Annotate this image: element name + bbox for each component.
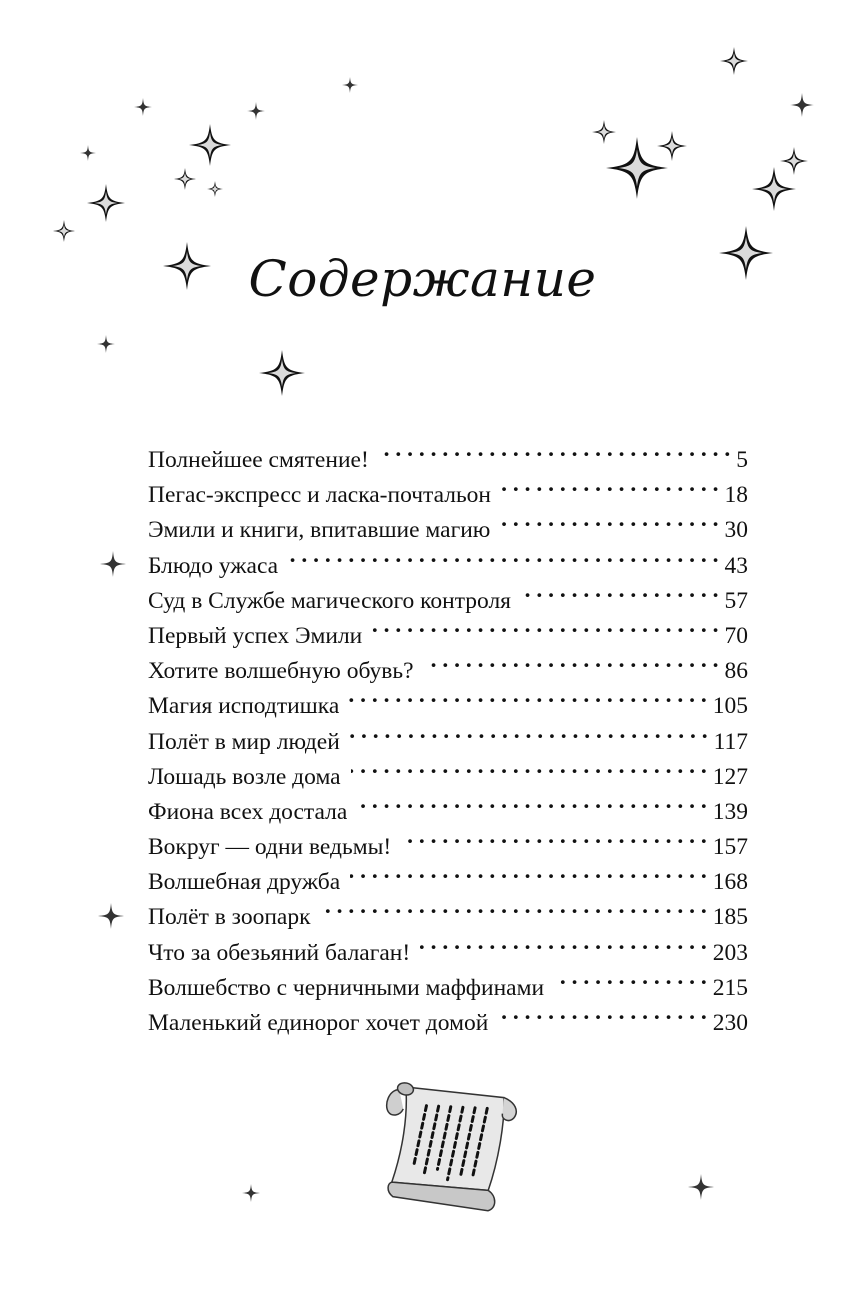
page-number: 215 — [712, 974, 748, 1001]
chapter-title: Что за обезьяний балаган! — [148, 939, 411, 966]
page-number: 117 — [713, 728, 748, 755]
dot-leader — [372, 608, 718, 643]
page-number: 185 — [712, 904, 748, 931]
sparkle-star-icon — [242, 1184, 260, 1202]
sparkle-star-icon — [606, 137, 668, 199]
dot-leader — [498, 995, 706, 1030]
chapter-title: Блюдо ужаса — [148, 552, 279, 579]
sparkle-star-icon — [752, 167, 796, 211]
scroll-icon — [368, 1074, 519, 1218]
page-number: 127 — [712, 763, 748, 790]
chapter-title: Полнейшее смятение! — [148, 447, 369, 473]
sparkle-star-icon — [80, 145, 96, 161]
sparkle-star-icon — [53, 220, 75, 242]
sparkle-star-icon — [174, 168, 196, 190]
dot-leader — [321, 889, 707, 924]
dot-leader — [420, 925, 707, 960]
chapter-title: Маленький единорог хочет домой — [148, 1010, 489, 1036]
chapter-title: Фиона всех достала — [148, 798, 348, 825]
chapter-title: Магия исподтишка — [148, 693, 340, 720]
sparkle-star-icon — [247, 102, 265, 120]
dot-leader — [424, 643, 719, 678]
page-number: 157 — [712, 834, 748, 861]
dot-leader — [501, 467, 718, 502]
chapter-title: Первый успех Эмили — [148, 622, 363, 649]
sparkle-star-icon — [790, 93, 814, 117]
chapter-title: Пегас-экспресс и ласка-почтальон — [148, 482, 492, 509]
sparkle-star-icon — [780, 147, 808, 175]
sparkle-star-icon — [100, 551, 126, 577]
chapter-title: Суд в Службе магического контроля — [148, 587, 511, 614]
toc-row — [148, 432, 748, 473]
dot-leader — [349, 678, 706, 713]
dot-leader — [351, 749, 707, 784]
page-number: 43 — [724, 552, 748, 579]
sparkle-star-icon — [207, 181, 223, 197]
sparkle-star-icon — [134, 98, 152, 116]
chapter-title: Эмили и книги, впитавшие магию — [148, 517, 491, 544]
page-number: 230 — [712, 1010, 748, 1036]
chapter-title: Хотите волшебную обувь? — [148, 658, 414, 685]
dot-leader — [554, 960, 707, 995]
sparkle-star-icon — [259, 350, 305, 396]
page-number: 86 — [724, 658, 748, 685]
chapter-title: Полёт в зоопарк — [148, 904, 311, 931]
dot-leader — [379, 432, 730, 467]
chapter-title: Лошадь возле дома — [148, 763, 341, 790]
sparkle-star-icon — [87, 184, 125, 222]
dot-leader — [288, 538, 718, 573]
page-number: 203 — [712, 939, 748, 966]
dot-leader — [357, 784, 706, 819]
sparkle-star-icon — [189, 124, 231, 166]
sparkle-star-icon — [98, 903, 124, 929]
chapter-title: Волшебство с черничными маффинами — [148, 974, 545, 1001]
dot-leader — [521, 573, 719, 608]
sparkle-star-icon — [97, 335, 115, 353]
sparkle-star-icon — [720, 47, 748, 75]
sparkle-star-icon — [688, 1174, 714, 1200]
dot-leader — [350, 854, 707, 889]
page-number: 57 — [724, 587, 748, 614]
sparkle-star-icon — [592, 120, 616, 144]
dot-leader — [350, 714, 708, 749]
table-of-contents — [148, 432, 748, 1036]
page-number: 70 — [724, 622, 748, 649]
sparkle-star-icon — [657, 131, 687, 161]
dot-leader — [401, 819, 707, 854]
page-number: 30 — [724, 517, 748, 544]
chapter-title: Полёт в мир людей — [148, 728, 340, 755]
page-title: Содержание — [248, 250, 597, 308]
sparkle-star-icon — [342, 77, 358, 93]
dot-leader — [500, 502, 718, 537]
page-number: 168 — [712, 869, 748, 896]
chapter-title: Волшебная дружба — [148, 869, 341, 896]
page-number: 5 — [736, 447, 748, 473]
page-number: 105 — [712, 693, 748, 720]
chapter-title: Вокруг — одни ведьмы! — [148, 834, 392, 861]
page-number: 139 — [712, 798, 748, 825]
page-number: 18 — [724, 482, 748, 509]
